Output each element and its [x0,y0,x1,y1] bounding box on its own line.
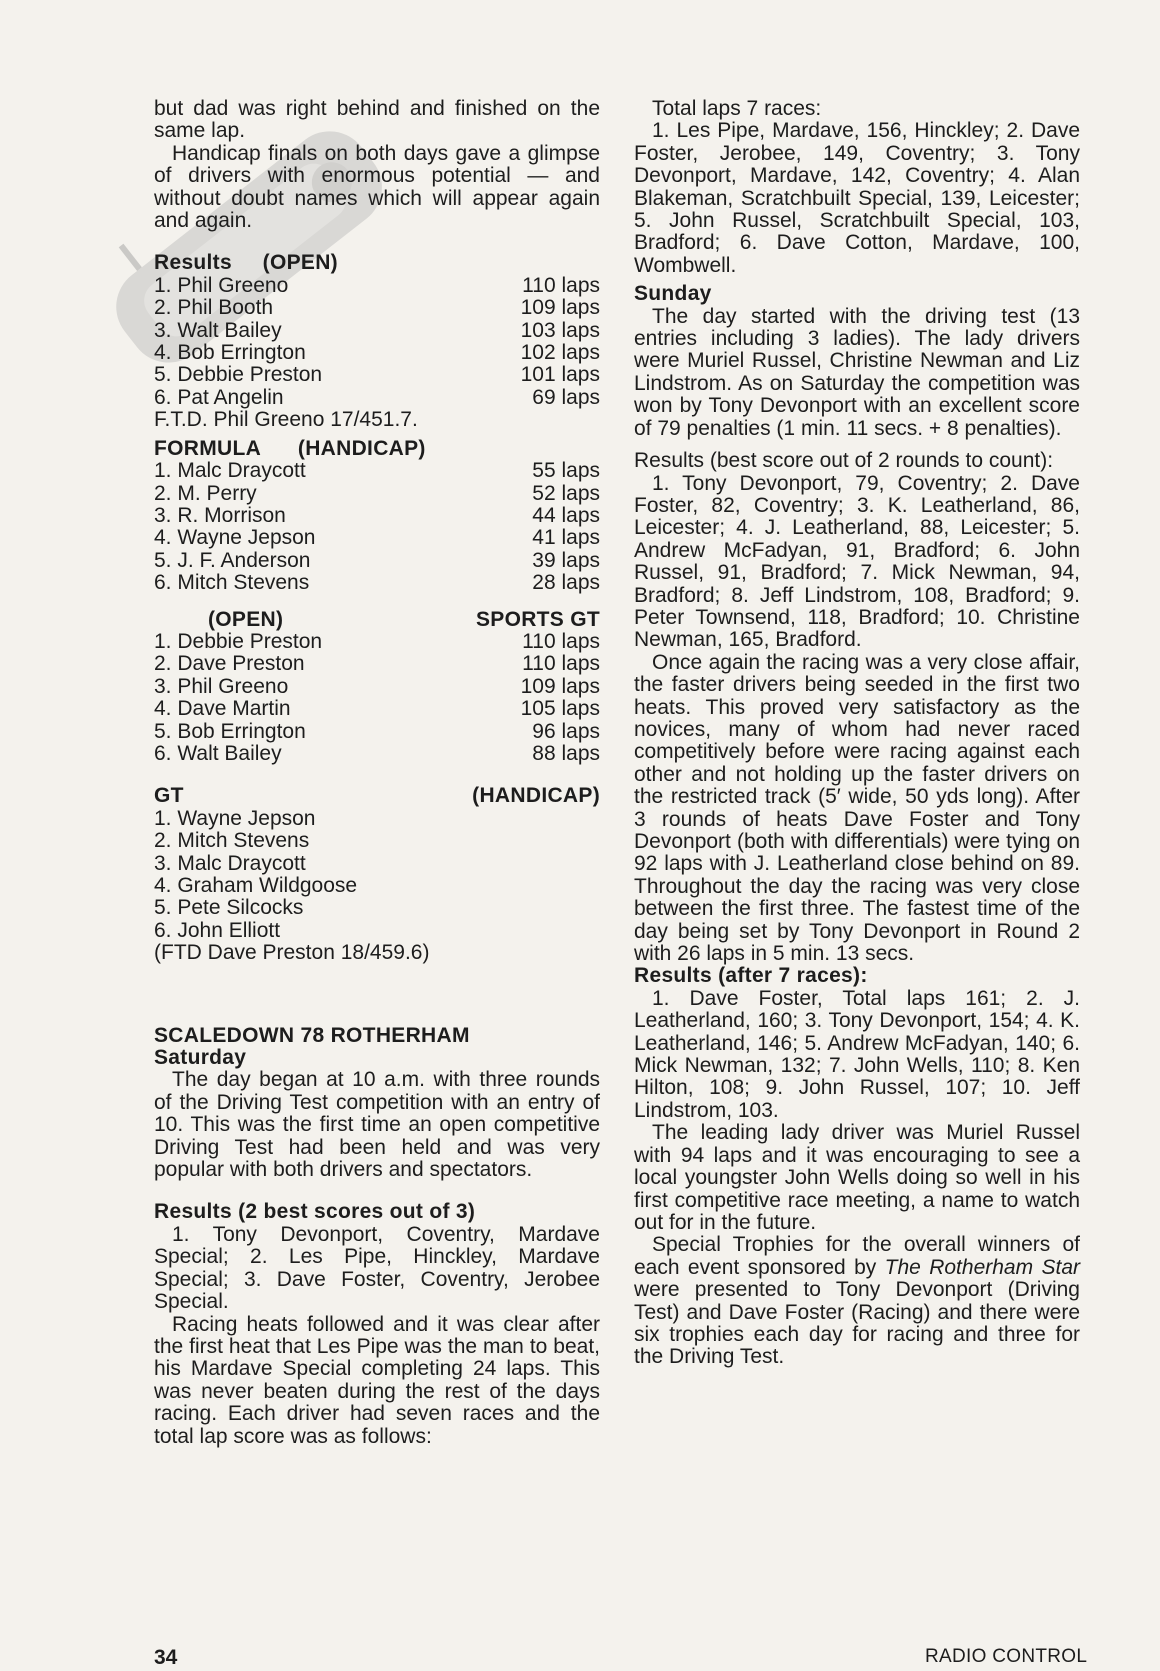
list-item: 1. Malc Draycott 55 laps [154,459,600,483]
gt-handicap-heading: GT (HANDICAP) [154,784,600,808]
list-item: 2. Phil Booth 109 laps [154,296,600,320]
list-item: 1. Phil Greeno 110 laps [154,273,600,297]
sunday-heading: Sunday [634,282,712,306]
newspaper-name: The Rotherham Star [884,1255,1080,1279]
intro-paragraph-1: but dad was right behind and finished on the same lap. [154,97,600,143]
total-laps-text: 1. Les Pipe, Mardave, 156, Hinckley; 2. Dave Foster, Jerobee, 149, Coventry; 3. Tony Devonport, Mardave, 142, Coventry; 4. Alan Blakeman, Scratchbuilt Special, 139, Leicester; 5. John Russel, Scratchbuilt Special, 103, Bradford; 6. Dave Cotton, Mardave, 100, Wombwell. [634,119,1080,277]
lady-driver-paragraph: The leading lady driver was Muriel Russel with 94 laps and it was encouraging to see a local youngster John Wells doing so well in his first competitive race meeting, a name to watch out for in the future. [634,1121,1080,1234]
intro-paragraph-2: Handicap finals on both days gave a glimpse of drivers with enormous potential — and without doubt names which will appear again and again. [154,141,600,233]
results-after-heading: Results (after 7 races): [634,964,868,988]
open-ftd: F.T.D. Phil Greeno 17/451.7. [154,408,418,432]
right-column [634,98,1080,1369]
racing-paragraph: Once again the racing was a very close affair, the faster drivers being seeded in the first two heats. This proved very satisfactory as the novices, many of whom had never raced competitively before were racing against each other and not holding up the faster drivers on the restricted track (5′ wide, 50 yds long). After 3 rounds of heats Dave Foster and Tony Devonport (both with differentials) were tying on 92 laps with J. Leatherland close behind on 89. Throughout the day the racing was very close between the first three. The fastest time of the day being set by Tony Devonport in Round 2 with 26 laps in 5 min. 13 secs. [634,650,1080,966]
list-item: 2. Mitch Stevens [154,829,310,853]
saturday-heading: Saturday [154,1046,247,1070]
sunday-results-heading: Results (best score out of 2 rounds to count): [634,449,1054,473]
list-item: 6. Walt Bailey 88 laps [154,741,600,765]
list-item: 1. Wayne Jepson [154,806,316,830]
sports-gt-results-list [154,631,600,765]
results-after-text: 1. Dave Foster, Total laps 161; 2. J. Leatherland, 160; 3. Tony Devonport, 154; 4. K. Leatherland, 146; 5. Andrew McFadyan, 140; 6. Mick Newman, 132; 7. John Wells, 110; 8. Ken Hilton, 108; 9. John Russel, 107; 10. Jeff Lindstrom, 103. [634,986,1080,1122]
sunday-results-text: 1. Tony Devonport, 79, Coventry; 2. Dave Foster, 82, Coventry; 3. K. Leatherland, 86, Leicester; 4. J. Leatherland, 88, Leicester; 5. Andrew McFadyan, 91, Bradford; 6. John Russel, 91, Bradford; 7. Mick Newman, 94, Bradford; 8. Jeff Lindstrom, 108, Bradford; 9. Peter Townsend, 118, Bradford; 10. Christine Newman, 165, Bradford. [634,471,1080,652]
list-item: 4. Graham Wildgoose [154,874,358,897]
racing-heats-paragraph: Racing heats followed and it was clear after the first heat that Les Pipe was the man to beat, his Mardave Special completing 24 laps. This was never beaten during the rest of the days racing. Each driver had seven races and the total lap score was as follows: [154,1312,600,1448]
list-item: 3. Walt Bailey 103 laps [154,318,600,342]
list-item: 1. Debbie Preston 110 laps [154,629,600,653]
gt-handicap-results-list [154,808,600,942]
magazine-name: RADIO CONTROL [925,1646,1088,1667]
saturday-results-text: 1. Tony Devonport, Coventry, Mardave Special; 2. Les Pipe, Hinckley, Mardave Special; 3. Dave Foster, Coventry, Jerobee Special. [154,1222,600,1314]
list-item: 5. Pete Silcocks [154,896,304,920]
sunday-paragraph: The day started with the driving test (13 entries including 3 ladies). The lady drivers were Muriel Russel, Christine Newman and Liz Lindstrom. As on Saturday the competition was won by Tony Devonport with an excellent score of 79 penalties (1 min. 11 secs. + 8 penalties). [634,304,1080,440]
list-item: 5. Debbie Preston 101 laps [154,363,600,387]
list-item: 4. Bob Errington 102 laps [154,341,600,365]
list-item: 6. Mitch Stevens 28 laps [154,571,600,595]
list-item: 4. Dave Martin 105 laps [154,697,600,721]
total-laps-heading: Total laps 7 races: [652,97,822,120]
list-item: 3. Phil Greeno 109 laps [154,674,600,698]
sports-gt-heading: (OPEN) SPORTS GT [208,607,600,631]
list-item: 3. R. Morrison 44 laps [154,503,600,527]
open-results-heading: Results (OPEN) [154,251,338,275]
gt-ftd: (FTD Dave Preston 18/459.6) [154,941,430,965]
list-item: 3. Malc Draycott [154,851,306,875]
scaledown-title: SCALEDOWN 78 ROTHERHAM [154,1023,470,1047]
saturday-results-heading: Results (2 best scores out of 3) [154,1200,476,1224]
page-number: 34 [154,1646,178,1669]
list-item: 6. Pat Angelin 69 laps [154,385,600,409]
list-item: 5. J. F. Anderson 39 laps [154,548,600,572]
open-results-list [154,275,600,409]
list-item: 6. John Elliott [154,918,281,942]
list-item: 2. Dave Preston 110 laps [154,652,600,676]
formula-heading: FORMULA (HANDICAP) [154,436,426,460]
formula-results-list [154,460,600,594]
trophies-paragraph: Special Trophies for the overall winners of each event sponsored by The Rotherham Star were presented to Tony Devonport (Driving Test) and Dave Foster (Racing) and there were six trophies each day for racing and three for the Driving Test. [634,1233,1080,1369]
list-item: 2. M. Perry 52 laps [154,481,600,505]
left-column [154,98,600,1448]
list-item: 5. Bob Errington 96 laps [154,719,600,743]
list-item: 4. Wayne Jepson 41 laps [154,526,600,550]
saturday-paragraph: The day began at 10 a.m. with three rounds of the Driving Test competition with an entry of 10. This was the first time an open competitive Driving Test had been held and was very popular with both drivers and spectators. [154,1068,600,1182]
